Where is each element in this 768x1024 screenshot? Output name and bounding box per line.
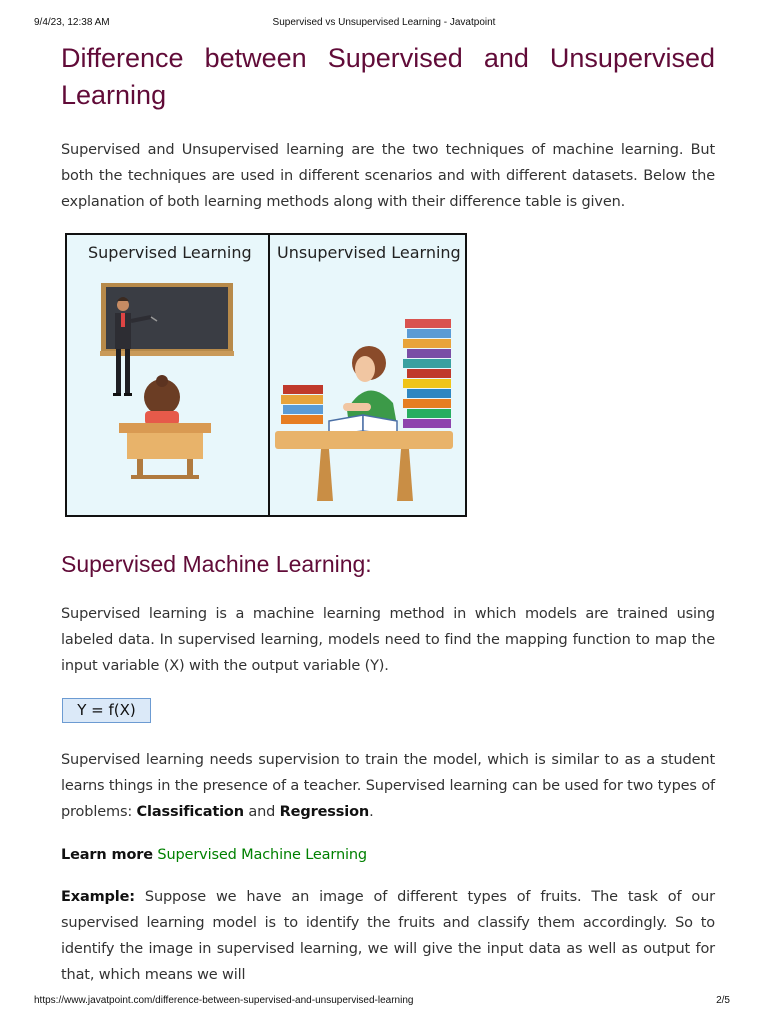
formula-box: Y = f(X) [62, 698, 151, 723]
supervised-definition-paragraph: Supervised learning is a machine learning method in which models are trained using labeled data. In supervised learning, models need to find the mapping function to map the input variable (X) with the output variable (Y). [61, 606, 715, 674]
figure-caption-supervised: Supervised Learning [88, 243, 252, 262]
example-block [61, 884, 715, 988]
section-heading-block [61, 549, 715, 579]
supervised-vs-unsupervised-figure [65, 233, 467, 517]
learn-more-link[interactable]: Supervised Machine Learning [157, 847, 367, 863]
intro-paragraph: Supervised and Unsupervised learning are the two techniques of machine learning. But both the techniques are used in different scenarios and with different datasets. Below the explanation of both learning methods along with their difference table is given. [61, 142, 715, 210]
regression-term: Regression [279, 804, 370, 820]
classification-term: Classification [136, 804, 244, 820]
supervision-paragraph [61, 747, 715, 825]
print-url: https://www.javatpoint.com/difference-between-supervised-and-unsupervised-learning [34, 995, 414, 1006]
print-header [34, 17, 734, 31]
para2-block [61, 747, 715, 825]
student-desk [119, 375, 211, 479]
figure-illustration [67, 235, 465, 515]
section-heading: Supervised Machine Learning: [61, 551, 372, 577]
example-paragraph [61, 884, 715, 988]
page-title: Difference between Supervised and Unsupervised Learning [61, 43, 715, 110]
print-date: 9/4/23, 12:38 AM [34, 17, 110, 28]
para2-and: and [243, 804, 280, 820]
para2-end: . [369, 804, 374, 820]
reading-table [275, 431, 453, 501]
learn-more-label: Learn more [61, 847, 153, 863]
book-stack [403, 319, 451, 428]
reading-girl [343, 346, 397, 425]
learn-more-block [61, 842, 715, 868]
formula-block [62, 698, 151, 723]
example-text: Suppose we have an image of different types of fruits. The task of our supervised learning model is to identify the fruits and classify them accordingly. So to identify the image in supervised learning, we will give the input data as well as output for that, which means we will [61, 889, 715, 983]
figure-caption-unsupervised: Unsupervised Learning [277, 243, 461, 262]
intro-block [61, 137, 715, 215]
print-page-number: 2/5 [716, 995, 730, 1006]
para1-block [61, 601, 715, 679]
learn-more-line [61, 842, 715, 868]
print-footer [34, 995, 734, 1009]
article [61, 40, 715, 114]
print-page-title: Supervised vs Unsupervised Learning - Javatpoint [272, 17, 496, 28]
para2-text: Supervised learning needs supervision to train the model, which is similar to as a student learns things in the presence of a teacher. Supervised learning can be used for two types of problems: [61, 752, 715, 820]
example-label: Example: [61, 889, 135, 905]
small-book-stack [281, 385, 323, 424]
